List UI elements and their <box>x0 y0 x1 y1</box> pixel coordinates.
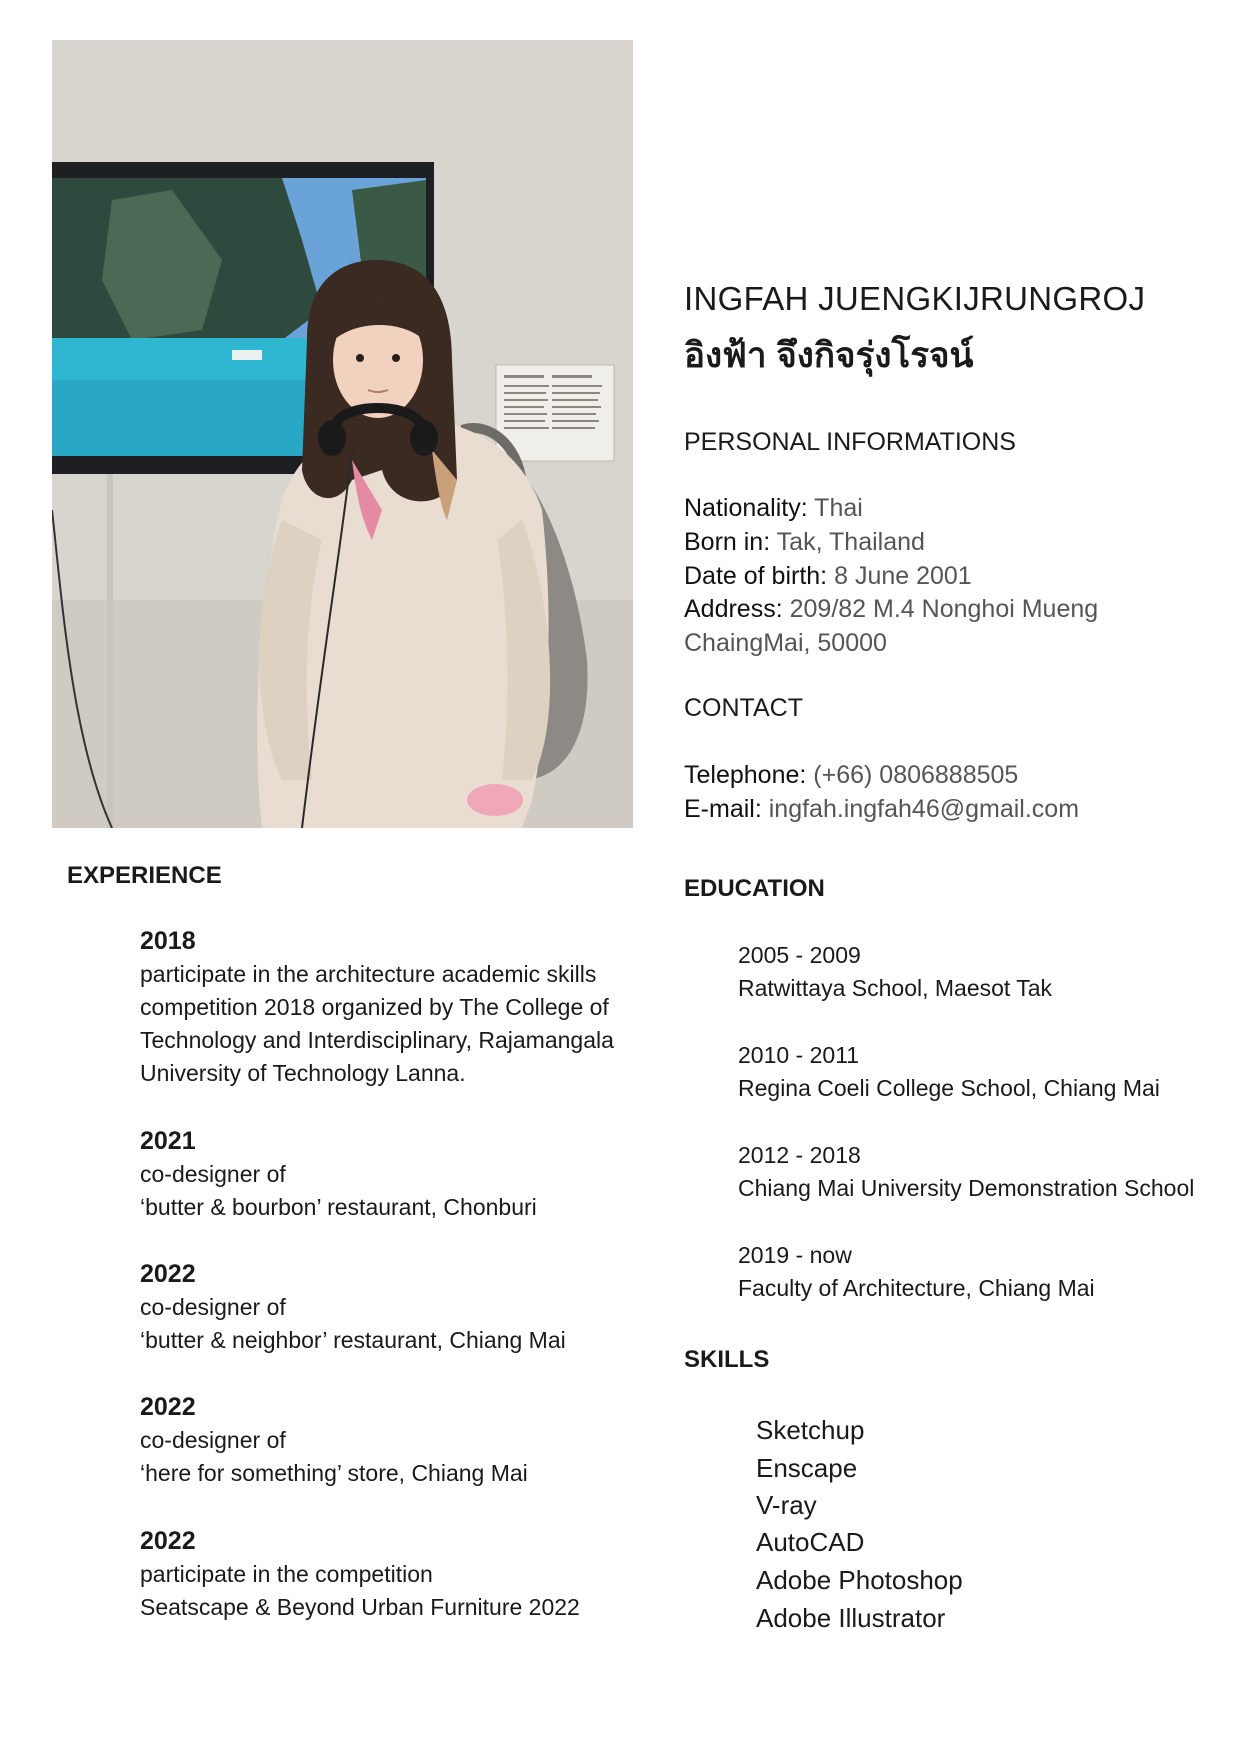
skill-item: Sketchup <box>756 1415 865 1445</box>
experience-description: ‘butter & neighbor’ restaurant, Chiang Mai <box>140 1327 566 1353</box>
skill-item: Adobe Illustrator <box>756 1603 946 1633</box>
education-years: 2012 - 2018 <box>738 1142 861 1168</box>
education-years: 2019 - now <box>738 1242 852 1268</box>
nationality-line <box>684 494 863 523</box>
contact-heading: CONTACT <box>684 694 803 722</box>
dob-value: 8 June 2001 <box>834 562 972 590</box>
experience-year: 2022 <box>140 1393 196 1421</box>
email-label: E-mail: <box>684 795 762 823</box>
name-thai: อิงฟ้า จึงกิจรุ่งโรจน์ <box>684 336 974 375</box>
profile-photo <box>52 40 633 828</box>
personal-info-heading: PERSONAL INFORMATIONS <box>684 428 1016 456</box>
born-label: Born in: <box>684 528 771 556</box>
address-value-2: ChaingMai, 50000 <box>684 629 887 657</box>
experience-description: University of Technology Lanna. <box>140 1060 466 1086</box>
education-years: 2010 - 2011 <box>738 1042 860 1068</box>
email-line <box>684 795 1079 824</box>
address-value-1: 209/82 M.4 Nonghoi Mueng <box>789 595 1099 623</box>
address-line <box>684 595 1098 624</box>
experience-description: ‘butter & bourbon’ restaurant, Chonburi <box>140 1194 537 1220</box>
education-school: Faculty of Architecture, Chiang Mai <box>738 1275 1095 1301</box>
experience-description: participate in the competition <box>140 1561 433 1587</box>
education-school: Ratwittaya School, Maesot Tak <box>738 975 1053 1001</box>
experience-description: ‘here for something’ store, Chiang Mai <box>140 1460 528 1486</box>
experience-description: Seatscape & Beyond Urban Furniture 2022 <box>140 1594 580 1620</box>
education-years: 2005 - 2009 <box>738 942 861 968</box>
born-value: Tak, Thailand <box>776 528 925 556</box>
education-heading: EDUCATION <box>684 875 825 902</box>
address-line-2 <box>684 629 887 658</box>
born-line <box>684 528 925 557</box>
education-school: Regina Coeli College School, Chiang Mai <box>738 1075 1160 1101</box>
experience-description: participate in the architecture academic skills <box>140 961 597 987</box>
experience-year: 2021 <box>140 1127 196 1155</box>
experience-heading: EXPERIENCE <box>67 862 222 889</box>
dob-line <box>684 562 972 591</box>
experience-year: 2018 <box>140 927 196 955</box>
experience-year: 2022 <box>140 1260 196 1288</box>
education-school: Chiang Mai University Demonstration School <box>738 1175 1195 1201</box>
telephone-value: (+66) 0806888505 <box>813 761 1019 789</box>
skill-item: Enscape <box>756 1453 858 1483</box>
skills-heading: SKILLS <box>684 1346 770 1373</box>
experience-description: co-designer of <box>140 1294 286 1320</box>
telephone-line <box>684 761 1018 790</box>
dob-label: Date of birth: <box>684 562 828 590</box>
name-english: INGFAH JUENGKIJRUNGROJ <box>684 280 1146 317</box>
experience-description: competition 2018 organized by The College of <box>140 994 609 1020</box>
nationality-value: Thai <box>814 494 863 522</box>
telephone-label: Telephone: <box>684 761 807 789</box>
nationality-label: Nationality: <box>684 494 808 522</box>
experience-year: 2022 <box>140 1527 196 1555</box>
experience-description: Technology and Interdisciplinary, Rajamangala <box>140 1027 614 1053</box>
email-value: ingfah.ingfah46@gmail.com <box>768 795 1080 823</box>
experience-description: co-designer of <box>140 1161 286 1187</box>
skill-item: V-ray <box>756 1490 817 1520</box>
experience-description: co-designer of <box>140 1427 286 1453</box>
skill-item: Adobe Photoshop <box>756 1565 963 1595</box>
address-label: Address: <box>684 595 783 623</box>
skill-item: AutoCAD <box>756 1527 865 1557</box>
